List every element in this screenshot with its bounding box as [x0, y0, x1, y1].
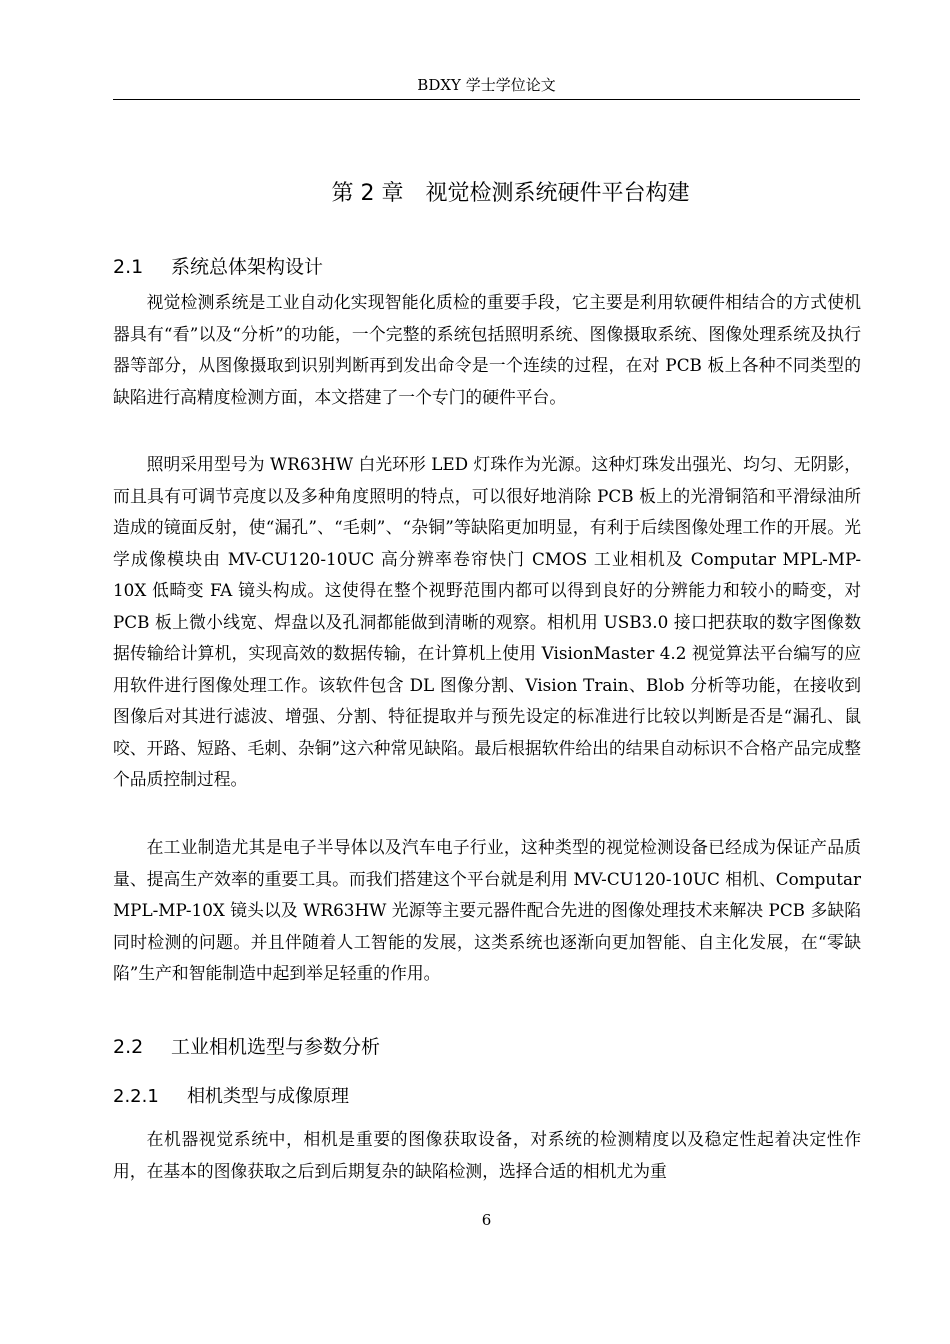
section-heading-2-2 — [113, 1033, 380, 1061]
paragraph: 照明采用型号为 WR63HW 白光环形 LED 灯珠作为光源。这种灯珠发出强光、均匀、无阴影，而且具有可调节亮度以及多种角度照明的特点，可以很好地消除 PCB 板上的光滑铜箔和平滑绿油所造成的镜面反射，使“漏孔”、“毛刺”、“杂铜”等缺陷更加明显，有利于后续图像处理工作的开展。光学成像模块由 MV-CU120-10UC 高分辨率卷帘快门 CMOS 工业相机及 Computar MPL-MP-10X 低畸变 FA 镜头构成。这使得在整个视野范围内都可以得到良好的分辨能力和较小的畸变，对 PCB 板上微小线宽、焊盘以及孔洞都能做到清晰的观察。相机用 USB3.0 接口把获取的数字图像数据传输给计算机，实现高效的数据传输，在计算机上使用 VisionMaster 4.2 视觉算法平台编写的应用软件进行图像处理工作。该软件包含 DL 图像分割、Vision Train、Blob 分析等功能，在接收到图像后对其进行滤波、增强、分割、特征提取并与预先设定的标准进行比较以判断是否是“漏孔、鼠咬、开路、短路、毛刺、杂铜”这六种常见缺陷。最后根据软件给出的结果自动标识不合格产品完成整个品质控制过程。 — [113, 454, 861, 789]
paragraph: 视觉检测系统是工业自动化实现智能化质检的重要手段，它主要是利用软硬件相结合的方式使机器具有“看”以及“分析”的功能，一个完整的系统包括照明系统、图像摄取系统、图像处理系统及执行器等部分，从图像摄取到识别判断再到发出命令是一个连续的过程，在对 PCB 板上各种不同类型的缺陷进行高精度检测方面，本文搭建了一个专门的硬件平台。 — [113, 292, 861, 407]
paragraph: 在工业制造尤其是电子半导体以及汽车电子行业，这种类型的视觉检测设备已经成为保证产品质量、提高生产效率的重要工具。而我们搭建这个平台就是利用 MV-CU120-10UC 相机、Computar MPL-MP-10X 镜头以及 WR63HW 光源等主要元器件配合先进的图像处理技术来解决 PCB 多缺陷同时检测的问题。并且伴随着人工智能的发展，这类系统也逐渐向更加智能、自主化发展，在“零缺陷”生产和智能制造中起到举足轻重的作用。 — [113, 837, 861, 983]
section-number: 2.1 — [113, 256, 144, 278]
section-title: 系统总体架构设计 — [171, 256, 324, 278]
subsection-heading-2-2-1 — [113, 1084, 349, 1110]
section-heading-2-1 — [113, 253, 323, 281]
subsection-title: 相机类型与成像原理 — [187, 1086, 349, 1107]
chapter-title — [113, 178, 908, 210]
chapter-title-text: 视觉检测系统硬件平台构建 — [425, 181, 690, 206]
page-number: 6 — [481, 1211, 492, 1229]
subsection-number: 2.2.1 — [113, 1086, 159, 1107]
header-rule — [113, 99, 860, 100]
section-number: 2.2 — [113, 1036, 144, 1058]
paragraph: 在机器视觉系统中，相机是重要的图像获取设备，对系统的检测精度以及稳定性起着决定性作用，在基本的图像获取之后到后期复杂的缺陷检测，选择合适的相机尤为重 — [113, 1129, 861, 1181]
chapter-number: 第 2 章 — [331, 181, 404, 206]
running-header: BDXY 学士学位论文 — [417, 76, 556, 94]
section-title: 工业相机选型与参数分析 — [171, 1036, 381, 1058]
